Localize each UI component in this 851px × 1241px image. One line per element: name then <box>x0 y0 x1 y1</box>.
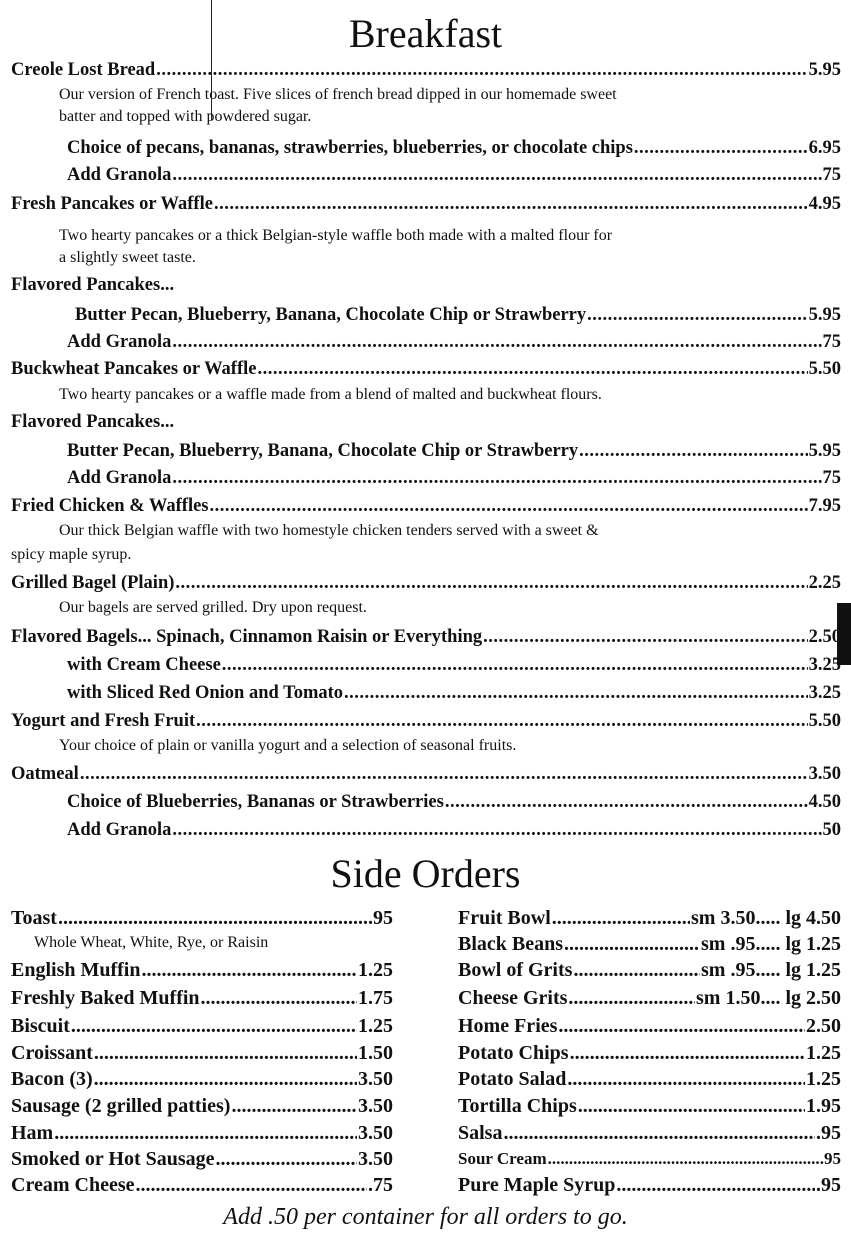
menu-option-oatmeal-choice <box>67 790 841 814</box>
leader-dots <box>156 58 807 82</box>
side-name: Home Fries <box>458 1015 558 1037</box>
side-name: Pure Maple Syrup <box>458 1174 616 1196</box>
option-name: with Cream Cheese <box>67 655 221 675</box>
side-price: 1.25 <box>358 1015 393 1037</box>
menu-option-flavored-granola <box>67 466 841 490</box>
item-name: Fresh Pancakes or Waffle <box>11 194 213 214</box>
item-name: Yogurt and Fresh Fruit <box>11 711 196 731</box>
side-item <box>11 985 393 1011</box>
leader-dots <box>344 681 808 705</box>
leader-dots <box>172 466 817 490</box>
side-item <box>458 1066 841 1092</box>
side-name: Ham <box>11 1122 54 1144</box>
leader-dots <box>568 985 695 1011</box>
item-price: 4.95 <box>808 194 841 214</box>
menu-option-onion-tomato <box>67 681 841 705</box>
side-price: sm .95..... lg 1.25 <box>701 959 841 981</box>
side-price: .95 <box>368 907 393 929</box>
menu-item-oatmeal <box>11 762 841 786</box>
leader-dots <box>216 1146 357 1172</box>
option-name: Choice of pecans, bananas, strawberries, blueberries, or chocolate chips <box>67 138 633 158</box>
side-price: 1.25 <box>806 1068 841 1090</box>
option-name: Butter Pecan, Blueberry, Banana, Chocolate Chip or Strawberry <box>75 305 587 325</box>
item-name: Grilled Bagel (Plain) <box>11 573 175 593</box>
item-name: Buckwheat Pancakes or Waffle <box>11 359 257 379</box>
side-name: Tortilla Chips <box>458 1095 577 1117</box>
leader-dots <box>558 1013 805 1039</box>
menu-item-creole <box>11 58 841 82</box>
side-price: 1.75 <box>358 987 393 1009</box>
leader-dots <box>58 905 367 931</box>
side-price: .95 <box>816 1174 841 1196</box>
side-price: 3.50 <box>358 1068 393 1090</box>
menu-item-yogurt <box>11 709 841 733</box>
side-item <box>458 985 841 1011</box>
side-orders-title: Side Orders <box>330 851 521 896</box>
side-price: sm 1.50.... lg 2.50 <box>696 987 841 1009</box>
menu-option-cream-cheese <box>67 653 841 677</box>
option-name: Choice of Blueberries, Bananas or Strawberries <box>67 792 444 812</box>
side-item <box>458 1146 841 1172</box>
section-heading-flavored-pancakes: Flavored Pancakes... <box>11 275 175 295</box>
menu-option-flavored-granola <box>67 330 841 354</box>
side-item <box>11 1146 393 1172</box>
menu-option-oatmeal-granola <box>67 818 841 842</box>
option-price: .75 <box>817 165 841 185</box>
side-price: 1.25 <box>806 1042 841 1064</box>
side-name: Potato Chips <box>458 1042 569 1064</box>
leader-dots <box>172 818 817 842</box>
side-item <box>458 1013 841 1039</box>
leader-dots <box>634 136 808 160</box>
leader-dots <box>445 790 808 814</box>
item-price: 5.50 <box>808 359 841 379</box>
side-name: Toast <box>11 907 57 929</box>
option-price: 4.50 <box>808 792 841 812</box>
side-item <box>458 957 841 983</box>
leader-dots <box>80 762 808 786</box>
item-price: 2.25 <box>808 573 841 593</box>
side-price: 2.50 <box>806 1015 841 1037</box>
leader-dots <box>172 163 817 187</box>
menu-item-grilled-bagel <box>11 571 841 595</box>
option-price: .75 <box>817 332 841 352</box>
side-item <box>11 1066 393 1092</box>
item-description: Our bagels are served grilled. Dry upon request. <box>59 599 367 616</box>
side-price: 3.50 <box>358 1122 393 1144</box>
leader-dots <box>616 1172 815 1198</box>
leader-dots <box>175 571 807 595</box>
side-price: .75 <box>368 1174 393 1196</box>
item-description: Our version of French toast. Five slices of french bread dipped in our homemade sweet <box>59 86 617 103</box>
leader-dots <box>552 905 690 931</box>
side-item <box>458 931 841 957</box>
item-name: Flavored Bagels... Spinach, Cinnamon Raisin or Everything <box>11 627 483 647</box>
menu-item-flavored-bagels <box>11 625 841 649</box>
leader-dots <box>257 357 807 381</box>
item-price: 5.95 <box>808 60 841 80</box>
leader-dots <box>567 1066 805 1092</box>
leader-dots <box>570 1040 805 1066</box>
side-name: Sour Cream <box>458 1149 547 1168</box>
option-name: with Sliced Red Onion and Tomato <box>67 683 344 703</box>
item-price: 3.50 <box>808 764 841 784</box>
leader-dots <box>210 494 808 518</box>
item-name: Oatmeal <box>11 764 79 784</box>
side-item <box>11 1093 393 1119</box>
side-name: Cheese Grits <box>458 987 568 1009</box>
option-price: 3.25 <box>808 683 841 703</box>
side-name: Croissant <box>11 1042 93 1064</box>
side-item <box>458 1120 841 1146</box>
side-name: Black Beans <box>458 933 564 955</box>
breakfast-title: Breakfast <box>348 11 503 56</box>
item-description: Our thick Belgian waffle with two homestyle chicken tenders served with a sweet & <box>59 522 599 539</box>
side-price: sm .95..... lg 1.25 <box>701 933 841 955</box>
side-item <box>458 905 841 931</box>
option-name: Butter Pecan, Blueberry, Banana, Chocolate Chip or Strawberry <box>67 441 579 461</box>
leader-dots <box>231 1093 357 1119</box>
option-name: Add Granola <box>67 468 172 488</box>
item-description: Two hearty pancakes or a thick Belgian-style waffle both made with a malted flour for <box>59 227 613 244</box>
side-name: Fruit Bowl <box>458 907 551 929</box>
option-name: Add Granola <box>67 165 172 185</box>
side-name: Potato Salad <box>458 1068 567 1090</box>
side-item <box>11 905 393 931</box>
item-description: Two hearty pancakes or a waffle made from a blend of malted and buckwheat flours. <box>59 386 602 403</box>
leader-dots <box>54 1120 357 1146</box>
toast-options-note: Whole Wheat, White, Rye, or Raisin <box>34 934 269 951</box>
item-price: 7.95 <box>808 496 841 516</box>
leader-dots <box>172 330 817 354</box>
item-description: Your choice of plain or vanilla yogurt and a selection of seasonal fruits. <box>59 737 517 754</box>
side-item <box>458 1040 841 1066</box>
item-price: 2.50 <box>808 627 841 647</box>
option-price: 3.25 <box>808 655 841 675</box>
item-description: spicy maple syrup. <box>11 546 132 563</box>
item-description: a slightly sweet taste. <box>59 249 196 266</box>
leader-dots <box>135 1172 367 1198</box>
leader-dots <box>141 957 357 983</box>
leader-dots <box>201 985 357 1011</box>
side-price: .95 <box>819 1149 841 1168</box>
side-price: 1.25 <box>358 959 393 981</box>
side-price: 1.95 <box>806 1095 841 1117</box>
side-item <box>11 1040 393 1066</box>
option-price: 6.95 <box>808 138 841 158</box>
leader-dots <box>222 653 808 677</box>
leader-dots <box>587 303 808 327</box>
option-name: Add Granola <box>67 820 172 840</box>
side-name: English Muffin <box>11 959 141 981</box>
leader-dots <box>196 709 807 733</box>
menu-option-creole-choice <box>67 136 841 160</box>
leader-dots <box>503 1120 815 1146</box>
side-item <box>458 1172 841 1198</box>
option-price: .50 <box>817 820 841 840</box>
option-name: Add Granola <box>67 332 172 352</box>
leader-dots <box>578 1093 805 1119</box>
side-price: 3.50 <box>358 1148 393 1170</box>
to-go-note: Add .50 per container for all orders to go. <box>223 1204 628 1230</box>
side-name: Bowl of Grits <box>458 959 573 981</box>
side-item <box>11 1013 393 1039</box>
option-price: 5.95 <box>808 305 841 325</box>
side-item <box>11 1172 393 1198</box>
leader-dots <box>579 439 808 463</box>
side-name: Salsa <box>458 1122 503 1144</box>
leader-dots <box>71 1013 357 1039</box>
side-price: 1.50 <box>358 1042 393 1064</box>
menu-option-flavored-choice <box>67 439 841 463</box>
leader-dots <box>94 1040 357 1066</box>
side-name: Sausage (2 grilled patties) <box>11 1095 231 1117</box>
leader-dots <box>483 625 807 649</box>
menu-option-creole-granola <box>67 163 841 187</box>
menu-item-chicken-waffles <box>11 494 841 518</box>
item-name: Creole Lost Bread <box>11 60 156 80</box>
side-name: Freshly Baked Muffin <box>11 987 200 1009</box>
leader-dots <box>214 192 808 216</box>
menu-option-flavored-choice <box>75 303 841 327</box>
side-price: sm 3.50..... lg 4.50 <box>691 907 841 929</box>
menu-item-pancakes <box>11 192 841 216</box>
item-description: batter and topped with powdered sugar. <box>59 108 312 125</box>
option-price: .75 <box>817 468 841 488</box>
option-price: 5.95 <box>808 441 841 461</box>
side-item <box>458 1093 841 1119</box>
leader-dots <box>94 1066 357 1092</box>
leader-dots <box>564 931 700 957</box>
side-name: Smoked or Hot Sausage <box>11 1148 215 1170</box>
leader-dots <box>548 1146 819 1172</box>
section-heading-flavored-pancakes: Flavored Pancakes... <box>11 412 175 432</box>
side-item <box>11 957 393 983</box>
side-item <box>11 1120 393 1146</box>
side-price: .95 <box>816 1122 841 1144</box>
item-price: 5.50 <box>808 711 841 731</box>
side-name: Cream Cheese <box>11 1174 135 1196</box>
menu-item-buckwheat <box>11 357 841 381</box>
side-price: 3.50 <box>358 1095 393 1117</box>
leader-dots <box>573 957 700 983</box>
side-name: Bacon (3) <box>11 1068 93 1090</box>
item-name: Fried Chicken & Waffles <box>11 496 209 516</box>
side-name: Biscuit <box>11 1015 70 1037</box>
